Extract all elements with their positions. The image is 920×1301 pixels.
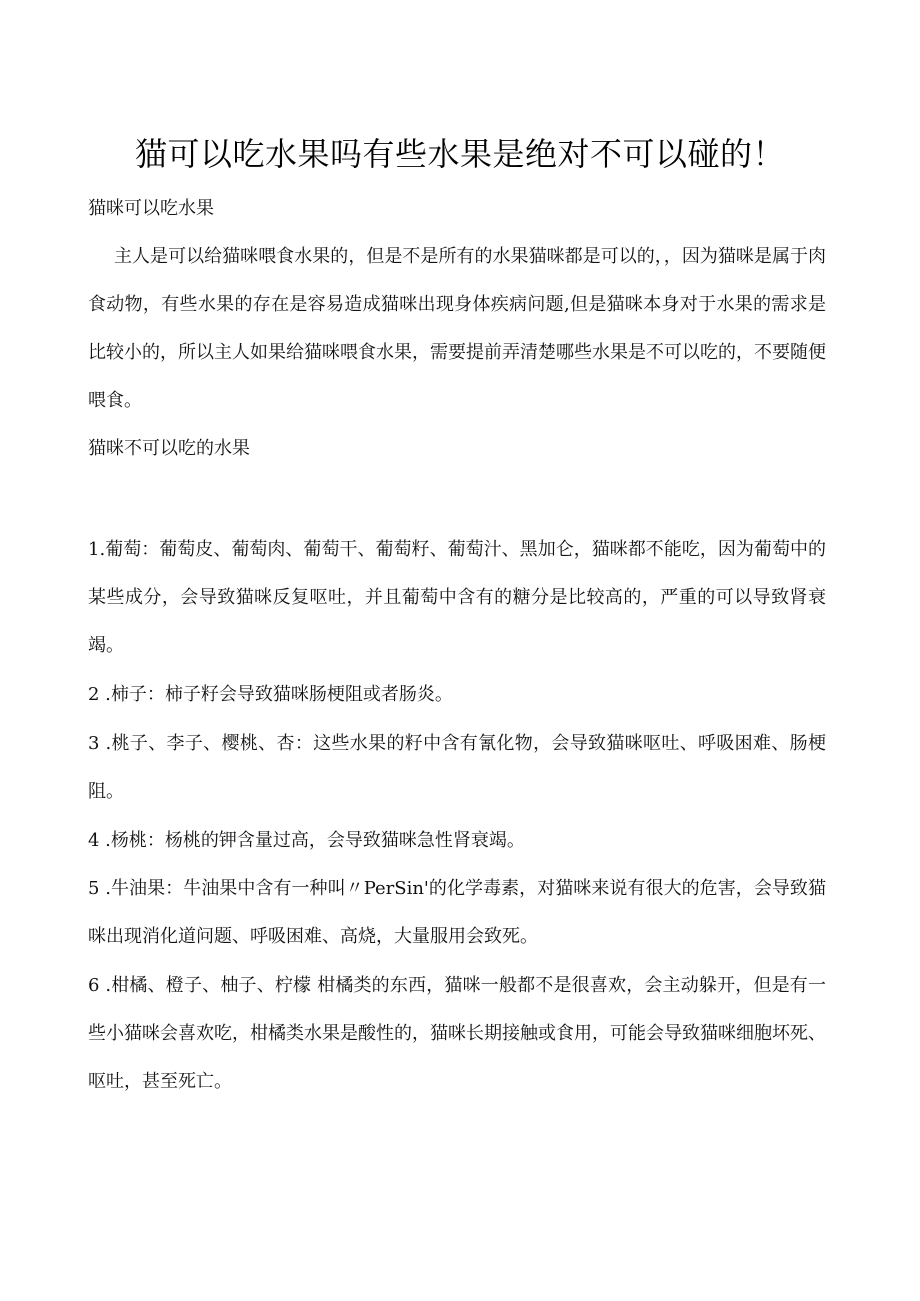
list-item-grape: 1.葡萄：葡萄皮、葡萄肉、葡萄干、葡萄籽、葡萄汁、黑加仑，猫咪都不能吃，因为葡萄中的某些成分，会导致猫咪反复呕吐，并且葡萄中含有的糖分是比较高的，严重的可以导致肾衰竭。	[88, 539, 826, 656]
page-title: 猫可以吃水果吗有些水果是绝对不可以碰的！	[134, 135, 785, 173]
section-heading-can-eat: 猫咪可以吃水果	[88, 198, 214, 219]
list-item-avocado: 5 .牛油果：牛油果中含有一种叫〃PerSin'的化学毒素，对猫咪来说有很大的危害，会导致猫咪出现消化道问题、呼吸困难、高烧，大量服用会致死。	[88, 878, 826, 947]
list-item-persimmon: 2 .柿子：柿子籽会导致猫咪肠梗阻或者肠炎。	[88, 684, 453, 705]
list-item-stone-fruits: 3 .桃子、李子、樱桃、杏：这些水果的籽中含有氰化物，会导致猫咪呕吐、呼吸困难、肠梗阻。	[88, 733, 826, 802]
intro-paragraph: 主人是可以给猫咪喂食水果的，但是不是所有的水果猫咪都是可以的，，因为猫咪是属于肉食动物，有些水果的存在是容易造成猫咪出现身体疾病问题,但是猫咪本身对于水果的需求是比较小的，所以主人如果给猫咪喂食水果，需要提前弄清楚哪些水果是不可以吃的，不要随便喂食。	[88, 246, 826, 411]
list-item-citrus: 6 .柑橘、橙子、柚子、柠檬 柑橘类的东西，猫咪一般都不是很喜欢，会主动躲开，但是有一些小猫咪会喜欢吃，柑橘类水果是酸性的，猫咪长期接触或食用，可能会导致猫咪细胞坏死、呕吐，甚至死亡。	[88, 975, 826, 1092]
section-heading-cannot-eat: 猫咪不可以吃的水果	[88, 438, 250, 459]
list-item-starfruit: 4 .杨桃：杨桃的钾含量过高，会导致猫咪急性肾衰竭。	[88, 830, 525, 851]
